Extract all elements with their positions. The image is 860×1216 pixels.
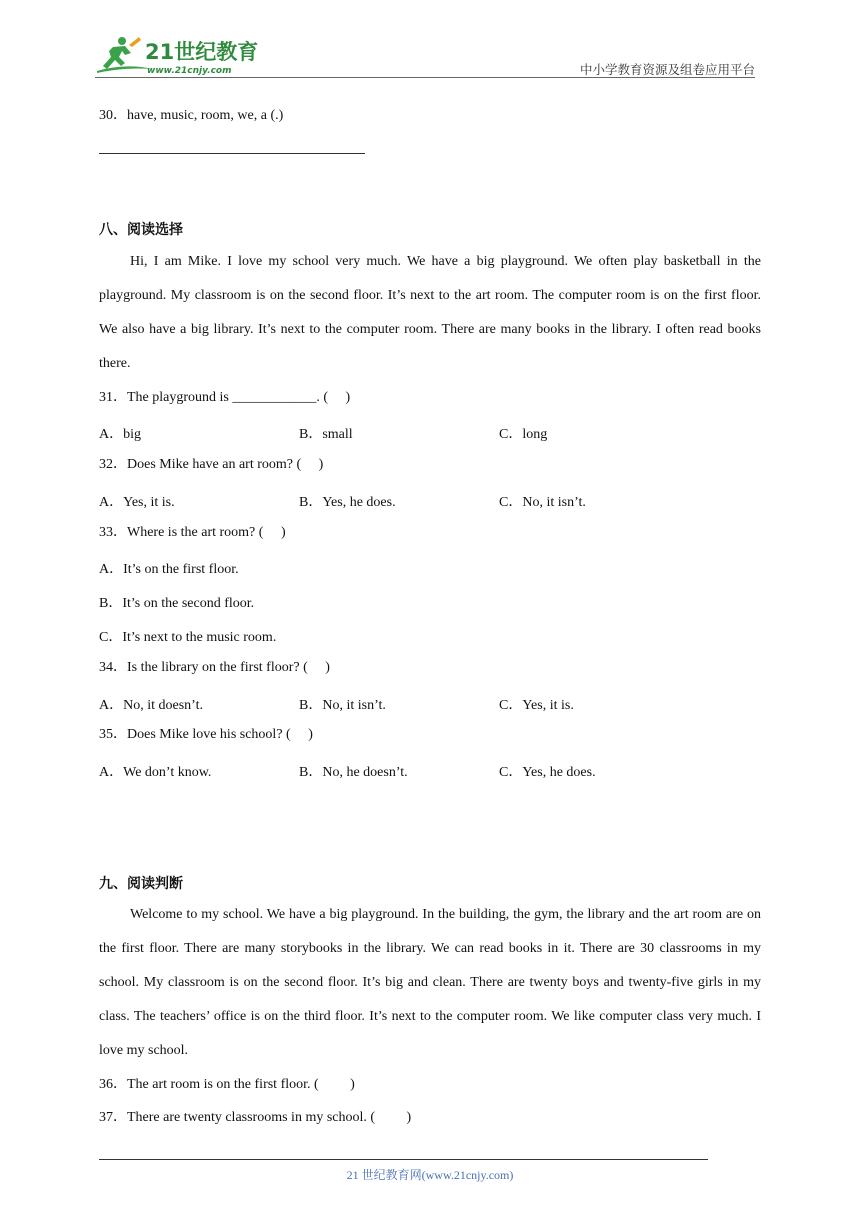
answer-blank-line (99, 153, 365, 154)
question-36: 36．The art room is on the first floor. ( ) (99, 1077, 355, 1092)
section-9-title: 九、阅读判断 (99, 876, 183, 892)
option-a: A．No, it doesn’t. (99, 698, 203, 713)
question-34: 34．Is the library on the first floor? ( ) (99, 660, 330, 675)
section-8-title: 八、阅读选择 (99, 222, 183, 238)
site-logo (95, 35, 260, 77)
option-c: C．Yes, he does. (499, 765, 596, 780)
logo-url: www.21cnjy.com (147, 66, 232, 76)
passage-text: Welcome to my school. We have a big playground. In the building, the gym, the library and the art room are on the first floor. There are many storybooks in the library. We can read books in it. There are 30 classrooms in my school. My classroom is on the second floor. It’s big and clean. There are twenty boys and twenty-five girls in my class. The teachers’ office is on the third floor. It’s next to the computer room. We like computer class very much. I love my school. (99, 907, 761, 1058)
question-35: 35．Does Mike love his school? ( ) (99, 727, 313, 742)
option-b: B．small (299, 427, 353, 442)
question-37: 37．There are twenty classrooms in my school. ( ) (99, 1110, 412, 1125)
passage-text: Hi, I am Mike. I love my school very much. We have a big playground. We often play basketball in the playground. My classroom is on the second floor. It’s next to the art room. The computer room is on the first floor. We also have a big library. It’s next to the computer room. There are many books in the library. I often read books there. (99, 254, 761, 371)
option-b: B．Yes, he does. (299, 495, 396, 510)
option-c: C．long (499, 427, 548, 442)
question-30: 30．have, music, room, we, a (.) (99, 108, 284, 123)
option-a: A．It’s on the first floor. (99, 562, 239, 577)
option-b: B．It’s on the second floor. (99, 596, 255, 611)
section-8-passage (99, 245, 761, 381)
question-31: 31．The playground is ____________. ( ) (99, 390, 351, 405)
question-33: 33．Where is the art room? ( ) (99, 525, 286, 540)
option-a: A．We don’t know. (99, 765, 212, 780)
option-c: C．Yes, it is. (499, 698, 574, 713)
option-b: B．No, he doesn’t. (299, 765, 408, 780)
footer-divider (99, 1159, 708, 1160)
section-9-passage (99, 898, 761, 1068)
option-b: B．No, it isn’t. (299, 698, 386, 713)
question-32: 32．Does Mike have an art room? ( ) (99, 457, 324, 472)
option-c: C．It’s next to the music room. (99, 630, 277, 645)
logo-wordmark: 21世纪教育 (145, 40, 259, 64)
option-c: C．No, it isn’t. (499, 495, 586, 510)
option-a: A．big (99, 427, 141, 442)
option-a: A．Yes, it is. (99, 495, 175, 510)
header-divider (95, 77, 755, 78)
footer-link[interactable]: 21 世纪教育网(www.21cnjy.com) (346, 1168, 514, 1182)
header-platform-name: 中小学教育资源及组卷应用平台 (579, 62, 755, 77)
